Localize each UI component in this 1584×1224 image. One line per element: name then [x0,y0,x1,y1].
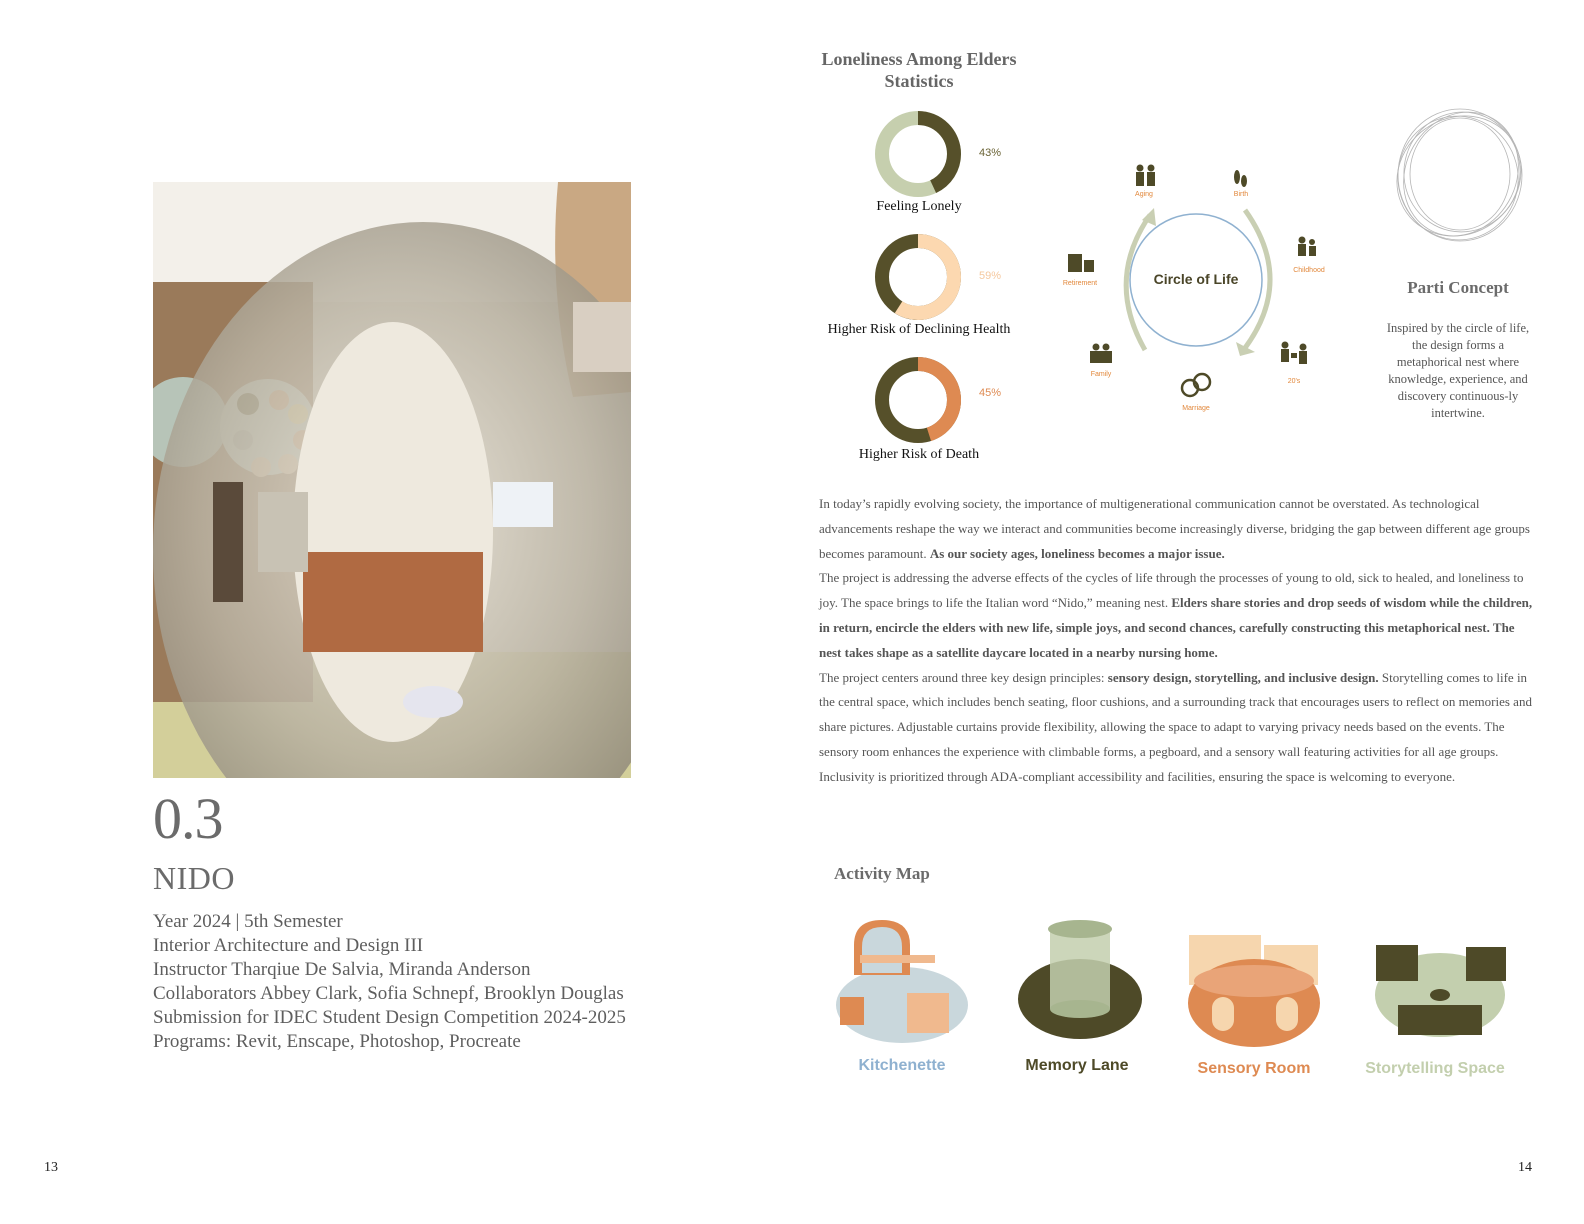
detail-instructor: Instructor Tharqiue De Salvia, Miranda Anderson [153,959,531,980]
retirement-icon [1068,254,1094,272]
stage-label-twenties: 20's [1287,378,1301,385]
donut-label: Feeling Lonely [876,199,962,214]
circle-of-life-title: Circle of Life [1153,271,1239,287]
p3-text-a: The project centers around three key design principles: [819,669,1108,685]
donut-declining-health [868,231,968,331]
description-paragraph-1 [819,492,1535,566]
parti-concept-title: Parti Concept [1407,278,1509,297]
project-details [153,910,626,1054]
circle-of-life-diagram [1050,150,1340,430]
marriage-rings-icon [1182,374,1210,396]
stats-title-line1: Loneliness Among Elders [821,49,1017,69]
aging-icon [1136,165,1155,187]
detail-course: Interior Architecture and Design III [153,935,424,956]
project-name: NIDO [153,860,235,896]
stage-label-family: Family [1090,371,1112,378]
p3-text-b: Storytelling comes to life in the central space, which includes bench seating, floor cushions, and a surrounding track that encourages users to reflect on memories and share pictures. Adjustable curtains provide flexibility, allowing the space to adapt to varying privacy needs based on the events. The sensory room enhances the experience with climbable forms, a pegboard, and a sensory wall featuring activities for all age groups. Inclusivity is prioritized through ADA-compliant accessibility and facilities, ensuring the space is welcoming to everyone. [819,669,1532,784]
p1-text: In today’s rapidly evolving society, the importance of multigenerational communication cannot be overstated. As technological advancements reshape the way we interact and communities become increasingly diverse, bridging the gap between different age groups becomes paramount. [819,496,1530,561]
twenties-icon [1281,342,1307,365]
activity-map-title: Activity Map [834,864,930,883]
activity-label: Sensory Room [1197,1060,1311,1077]
activity-label: Storytelling Space [1365,1060,1505,1077]
childhood-icon [1298,237,1316,257]
page-number-left: 13 [44,1160,58,1175]
donut-percent: 43% [979,147,1002,159]
project-description [819,492,1535,790]
donut-label: Higher Risk of Death [858,447,980,462]
stage-label-marriage: Marriage [1182,405,1210,412]
description-paragraph-2 [819,566,1535,665]
detail-year: Year 2024 | 5th Semester [153,911,343,932]
description-paragraph-3 [819,666,1535,790]
stage-label-aging: Aging [1135,191,1153,198]
memory-lane-illustration [1014,915,1146,1045]
donut-percent: 45% [979,387,1002,399]
donut-feeling-lonely [868,108,968,208]
p3-emphasis: sensory design, storytelling, and inclusive design. [1107,669,1379,685]
kitchenette-illustration [832,915,974,1050]
detail-programs: Programs: Revit, Enscape, Photoshop, Procreate [153,1031,521,1052]
p2-emphasis: Elders share stories and drop seeds of wisdom while the children, in return, encircle the elders with new life, simple joys, and second chances, carefully constructing this metaphorical nest. The nest takes shape as a satellite daycare located in a nearby nursing home. [819,595,1533,660]
page-number-right: 14 [1518,1160,1532,1175]
storytelling-space-illustration [1370,935,1510,1047]
project-number: 0.3 [153,786,223,851]
parti-nest-sketch-icon [1390,102,1530,248]
p1-emphasis: As our society ages, loneliness becomes a major issue. [929,545,1225,561]
project-render-image [153,182,631,778]
family-icon [1090,344,1112,364]
activity-label: Kitchenette [858,1057,946,1074]
donut-label: Higher Risk of Declining Health [827,322,1011,337]
stats-title-line2: Statistics [884,71,954,91]
donut-percent: 59% [979,270,1002,282]
p2-text: The project is addressing the adverse effects of the cycles of life through the processes of young to old, sick to healed, and loneliness to joy. The space brings to life the Italian word “Nido,” meaning nest. [819,570,1524,611]
stage-label-birth: Birth [1233,191,1249,198]
stage-label-childhood: Childhood [1293,267,1325,274]
activity-label: Memory Lane [1025,1057,1129,1074]
stage-label-retirement: Retirement [1062,280,1098,287]
donut-risk-of-death [868,354,968,454]
sensory-room-illustration [1184,925,1324,1053]
detail-submission: Submission for IDEC Student Design Competition 2024-2025 [153,1007,626,1028]
cycle-arrow-right [1245,210,1270,348]
parti-concept-text: Inspired by the circle of life, the design forms a metaphorical nest where knowledge, experience, and discovery continuous-ly intertwine. [1386,321,1530,420]
birth-footprints-icon [1234,170,1247,187]
stats-title [800,48,1038,92]
detail-collaborators: Collaborators Abbey Clark, Sofia Schnepf, Brooklyn Douglas [153,983,624,1004]
